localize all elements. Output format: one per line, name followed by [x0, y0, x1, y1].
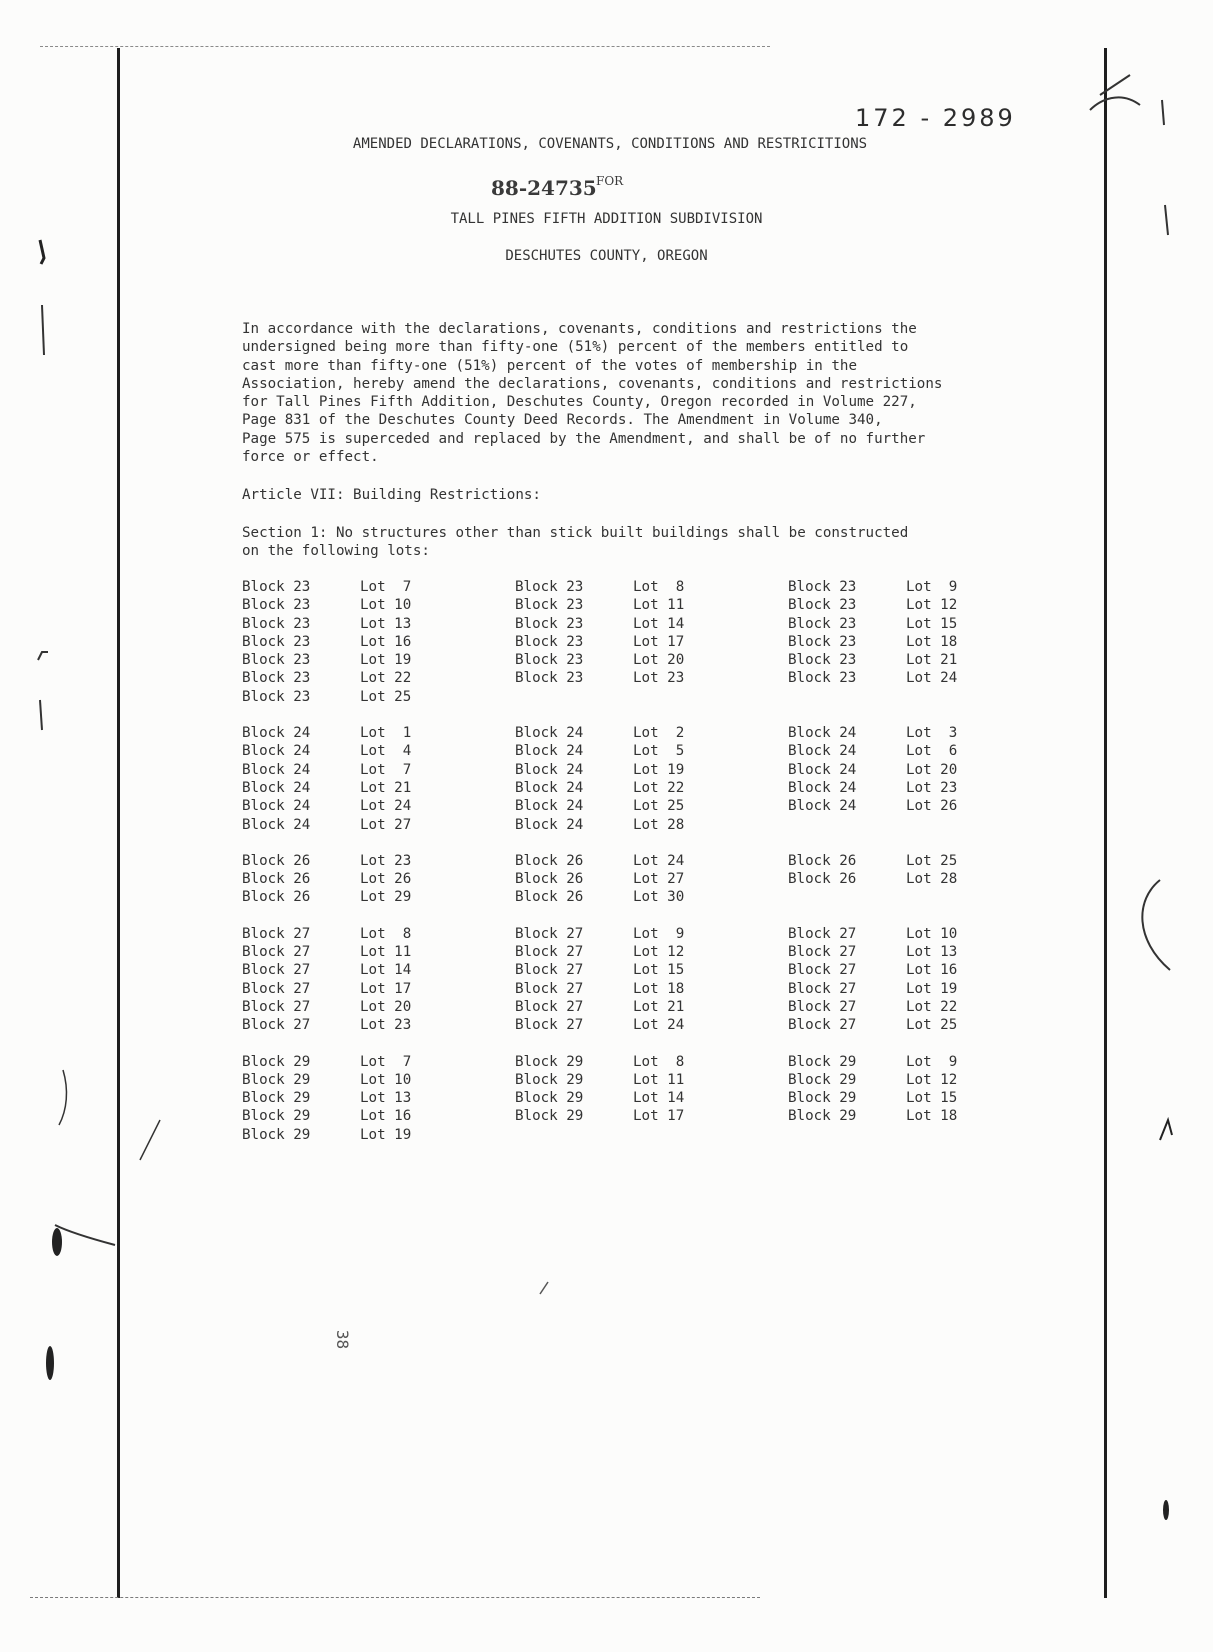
lot-label: Lot 22: [633, 779, 685, 796]
left-edge-speck: [140, 1120, 160, 1160]
block-label: Block 27: [515, 1017, 584, 1034]
lot-entry: [242, 1089, 411, 1107]
lot-entry: [788, 943, 957, 961]
lot-group: [242, 578, 1002, 706]
lot-label: Lot 20: [906, 761, 958, 778]
lot-entry: [515, 633, 684, 651]
left-edge-speck: [42, 305, 44, 355]
block-label: Block 26: [515, 871, 584, 888]
right-edge-blot: [1163, 1500, 1169, 1520]
lot-entry: [788, 596, 957, 614]
lot-label: Lot 4: [360, 743, 412, 760]
lot-row: [242, 596, 1002, 614]
block-label: Block 24: [515, 779, 584, 796]
lot-entry: [242, 724, 411, 742]
lot-entry: [788, 870, 957, 888]
lot-label: Lot 8: [633, 1053, 685, 1070]
lot-label: Lot 6: [906, 743, 958, 760]
block-label: Block 24: [515, 816, 584, 833]
lot-label: Lot 17: [633, 1108, 685, 1125]
lot-entry: [242, 925, 411, 943]
lot-entry: [788, 651, 957, 669]
lot-label: Lot 23: [906, 779, 958, 796]
lot-entry: [515, 797, 684, 815]
block-label: Block 27: [242, 944, 311, 961]
lot-entry: [242, 1071, 411, 1089]
lot-entry: [788, 961, 957, 979]
block-label: Block 27: [515, 944, 584, 961]
lot-entry: [242, 998, 411, 1016]
left-edge-speck: [55, 1225, 115, 1245]
lot-entry: [788, 724, 957, 742]
lot-entry: [242, 870, 411, 888]
lot-row: [242, 633, 1002, 651]
block-label: Block 24: [242, 725, 311, 742]
lot-label: Lot 25: [906, 852, 958, 869]
lot-label: Lot 25: [633, 798, 685, 815]
lot-entry: [515, 852, 684, 870]
lot-label: Lot 10: [360, 1071, 412, 1088]
lot-row: [242, 870, 1002, 888]
lot-label: Lot 26: [906, 798, 958, 815]
lot-entry: [242, 797, 411, 815]
block-label: Block 29: [242, 1108, 311, 1125]
block-label: Block 23: [788, 670, 857, 687]
block-label: Block 27: [242, 1017, 311, 1034]
block-label: Block 24: [788, 743, 857, 760]
lot-row: [242, 1071, 1002, 1089]
lot-entry: [515, 1053, 684, 1071]
block-label: Block 23: [242, 633, 311, 650]
lot-entry: [788, 797, 957, 815]
block-label: Block 23: [515, 670, 584, 687]
lot-row: [242, 779, 1002, 797]
lot-label: Lot 24: [906, 670, 958, 687]
lot-label: Lot 5: [633, 743, 685, 760]
block-label: Block 24: [788, 779, 857, 796]
lot-entry: [242, 816, 411, 834]
left-edge-speck: [40, 700, 42, 730]
block-label: Block 24: [242, 743, 311, 760]
lot-entry: [788, 633, 957, 651]
subdivision-name: TALL PINES FIFTH ADDITION SUBDIVISION: [450, 211, 763, 227]
block-label: Block 24: [515, 725, 584, 742]
scan-top-edge: [40, 46, 770, 48]
pen-tick: [540, 1282, 548, 1294]
block-label: Block 29: [788, 1071, 857, 1088]
block-label: Block 26: [242, 889, 311, 906]
lot-group: [242, 852, 1002, 907]
lot-label: Lot 15: [906, 1090, 958, 1107]
lot-entry: [788, 852, 957, 870]
lot-entry: [515, 669, 684, 687]
lot-label: Lot 23: [633, 670, 685, 687]
block-label: Block 29: [515, 1053, 584, 1070]
lot-label: Lot 12: [633, 944, 685, 961]
lot-entry: [242, 961, 411, 979]
lot-label: Lot 17: [360, 980, 412, 997]
block-label: Block 29: [788, 1090, 857, 1107]
block-label: Block 24: [788, 761, 857, 778]
lot-label: Lot 24: [633, 852, 685, 869]
lot-label: Lot 24: [360, 798, 412, 815]
right-margin-rule: [1104, 48, 1107, 1598]
block-label: Block 23: [242, 670, 311, 687]
lot-label: Lot 11: [633, 597, 685, 614]
lot-row: [242, 1053, 1002, 1071]
lot-entry: [242, 1016, 411, 1034]
block-label: Block 23: [515, 652, 584, 669]
lot-label: Lot 14: [633, 615, 685, 632]
lot-entry: [515, 651, 684, 669]
lot-label: Lot 15: [633, 962, 685, 979]
lot-entry: [515, 961, 684, 979]
lot-label: Lot 21: [906, 652, 958, 669]
lot-entry: [788, 998, 957, 1016]
lot-entry: [515, 761, 684, 779]
section-text: Section 1: No structures other than stick built buildings shall be constructed on the following lots:: [242, 525, 909, 560]
lot-entry: [788, 1107, 957, 1125]
block-label: Block 24: [515, 798, 584, 815]
block-label: Block 23: [788, 597, 857, 614]
intro-paragraph: In accordance with the declarations, covenants, conditions and restrictions the undersigned being more than fifty-one (51%) percent of the members entitled to cast more than fifty-one (51%) percent of the votes of membership in the Association, hereby amend the declarations, covenants, conditions and restrictions for Tall Pines Fifth Addition, Deschutes County, Oregon recorded in Volume 227, Page 831 of the Deschutes County Deed Records. The Amendment in Volume 340, Page 575 is superceded and replaced by the Amendment, and shall be of no further force or effect.: [242, 321, 943, 466]
lot-row: [242, 888, 1002, 906]
lot-label: Lot 13: [360, 615, 412, 632]
block-label: Block 29: [242, 1126, 311, 1143]
lot-label: Lot 12: [906, 1071, 958, 1088]
lot-label: Lot 20: [360, 998, 412, 1015]
block-label: Block 26: [242, 871, 311, 888]
lot-entry: [515, 816, 684, 834]
article-heading: Article VII: Building Restrictions:: [242, 487, 541, 503]
block-label: Block 26: [515, 889, 584, 906]
lot-row: [242, 1089, 1002, 1107]
lot-entry: [242, 888, 411, 906]
block-label: Block 23: [242, 597, 311, 614]
left-edge-speck: [38, 652, 48, 660]
lot-entry: [788, 1053, 957, 1071]
lot-entry: [242, 761, 411, 779]
block-label: Block 29: [515, 1108, 584, 1125]
lot-entry: [788, 1071, 957, 1089]
block-label: Block 23: [515, 615, 584, 632]
lot-entry: [788, 1089, 957, 1107]
left-edge-speck: [59, 1070, 66, 1125]
block-label: Block 23: [515, 579, 584, 595]
lot-label: Lot 16: [360, 1108, 412, 1125]
lot-row: [242, 688, 1002, 706]
lot-label: Lot 19: [360, 1126, 412, 1143]
block-label: Block 23: [515, 597, 584, 614]
lot-label: Lot 7: [360, 579, 412, 595]
block-label: Block 23: [788, 579, 857, 595]
block-label: Block 23: [242, 688, 311, 705]
lot-label: Lot 9: [906, 579, 958, 595]
lot-entry: [515, 925, 684, 943]
lot-row: [242, 615, 1002, 633]
lot-entry: [515, 870, 684, 888]
left-margin-rule: [117, 48, 120, 1598]
block-label: Block 23: [788, 633, 857, 650]
lot-row: [242, 925, 1002, 943]
lot-entry: [788, 761, 957, 779]
block-label: Block 27: [515, 962, 584, 979]
block-label: Block 24: [788, 725, 857, 742]
lot-entry: [515, 578, 684, 596]
lot-entry: [242, 1126, 411, 1144]
recording-number: 88-24735: [491, 176, 597, 200]
right-edge-scribble: [1090, 75, 1140, 110]
block-label: Block 27: [242, 998, 311, 1015]
lot-entry: [788, 779, 957, 797]
lot-entry: [788, 1016, 957, 1034]
left-edge-blot: [46, 1346, 54, 1380]
lot-label: Lot 16: [906, 962, 958, 979]
lot-entry: [242, 943, 411, 961]
block-label: Block 27: [788, 1017, 857, 1034]
block-label: Block 26: [788, 871, 857, 888]
block-label: Block 23: [515, 633, 584, 650]
lot-label: Lot 24: [633, 1017, 685, 1034]
lot-entry: [515, 1016, 684, 1034]
lot-entry: [515, 943, 684, 961]
block-label: Block 27: [515, 998, 584, 1015]
lot-entry: [788, 578, 957, 596]
lot-entry: [242, 596, 411, 614]
lot-entry: [515, 1071, 684, 1089]
block-label: Block 29: [242, 1053, 311, 1070]
block-label: Block 27: [788, 980, 857, 997]
block-label: Block 23: [242, 615, 311, 632]
lot-row: [242, 980, 1002, 998]
lot-row: [242, 578, 1002, 596]
lot-label: Lot 29: [360, 889, 412, 906]
lot-entry: [242, 578, 411, 596]
lot-label: Lot 8: [360, 925, 412, 942]
lot-row: [242, 669, 1002, 687]
lot-entry: [788, 742, 957, 760]
block-label: Block 24: [242, 816, 311, 833]
block-label: Block 27: [788, 925, 857, 942]
lot-entry: [515, 1107, 684, 1125]
lot-label: Lot 1: [360, 725, 412, 742]
lot-entry: [242, 651, 411, 669]
lot-label: Lot 13: [360, 1090, 412, 1107]
lot-entry: [242, 779, 411, 797]
block-label: Block 27: [242, 980, 311, 997]
lot-label: Lot 21: [360, 779, 412, 796]
lot-list: [242, 578, 1002, 1162]
lot-entry: [242, 742, 411, 760]
block-label: Block 26: [242, 852, 311, 869]
lot-entry: [515, 596, 684, 614]
lot-row: [242, 1107, 1002, 1125]
lot-entry: [515, 980, 684, 998]
block-label: Block 29: [515, 1071, 584, 1088]
block-label: Block 29: [515, 1090, 584, 1107]
block-label: Block 27: [242, 925, 311, 942]
block-label: Block 27: [242, 962, 311, 979]
lot-row: [242, 797, 1002, 815]
lot-label: Lot 14: [360, 962, 412, 979]
lot-entry: [242, 633, 411, 651]
lot-entry: [242, 669, 411, 687]
recording-suffix: FOR: [596, 174, 624, 188]
lot-label: Lot 16: [360, 633, 412, 650]
lot-label: Lot 19: [360, 652, 412, 669]
lot-row: [242, 761, 1002, 779]
lot-label: Lot 25: [360, 688, 412, 705]
lot-group: [242, 1053, 1002, 1144]
lot-entry: [515, 1089, 684, 1107]
lot-row: [242, 651, 1002, 669]
block-label: Block 24: [515, 743, 584, 760]
lot-label: Lot 27: [360, 816, 412, 833]
document-title: AMENDED DECLARATIONS, COVENANTS, CONDITIONS AND RESTRICITIONS: [352, 136, 868, 152]
lot-label: Lot 8: [633, 579, 685, 595]
block-label: Block 24: [242, 761, 311, 778]
block-label: Block 29: [788, 1108, 857, 1125]
lot-row: [242, 961, 1002, 979]
lot-label: Lot 23: [360, 852, 412, 869]
lot-label: Lot 3: [906, 725, 958, 742]
lot-row: [242, 816, 1002, 834]
lot-label: Lot 22: [360, 670, 412, 687]
lot-entry: [515, 742, 684, 760]
lot-entry: [515, 888, 684, 906]
lot-label: Lot 18: [633, 980, 685, 997]
lot-entry: [242, 852, 411, 870]
lot-label: Lot 22: [906, 998, 958, 1015]
lot-label: Lot 10: [360, 597, 412, 614]
block-label: Block 27: [515, 925, 584, 942]
lot-entry: [788, 980, 957, 998]
county-name: DESCHUTES COUNTY, OREGON: [505, 248, 708, 264]
lot-label: Lot 14: [633, 1090, 685, 1107]
block-label: Block 24: [515, 761, 584, 778]
lot-entry: [242, 688, 411, 706]
block-label: Block 29: [242, 1090, 311, 1107]
lot-label: Lot 27: [633, 871, 685, 888]
lot-row: [242, 1016, 1002, 1034]
lot-label: Lot 9: [633, 925, 685, 942]
lot-label: Lot 7: [360, 761, 412, 778]
block-label: Block 27: [788, 962, 857, 979]
right-edge-speck: [1162, 100, 1164, 125]
block-label: Block 29: [242, 1071, 311, 1088]
lot-label: Lot 20: [633, 652, 685, 669]
lot-entry: [788, 669, 957, 687]
lot-entry: [242, 615, 411, 633]
scan-bottom-edge: [30, 1597, 760, 1599]
lot-row: [242, 852, 1002, 870]
lot-label: Lot 10: [906, 925, 958, 942]
lot-label: Lot 9: [906, 1053, 958, 1070]
page-number: 172 - 2989: [855, 104, 1016, 132]
lot-label: Lot 26: [360, 871, 412, 888]
block-label: Block 23: [242, 652, 311, 669]
block-label: Block 24: [788, 798, 857, 815]
lot-label: Lot 18: [906, 633, 958, 650]
lot-label: Lot 12: [906, 597, 958, 614]
lot-label: Lot 13: [906, 944, 958, 961]
lot-label: Lot 25: [906, 1017, 958, 1034]
lot-label: Lot 28: [633, 816, 685, 833]
lot-entry: [788, 925, 957, 943]
lot-entry: [788, 615, 957, 633]
page-stamp: 38: [333, 1329, 353, 1350]
lot-label: Lot 18: [906, 1108, 958, 1125]
lot-row: [242, 1126, 1002, 1144]
lot-label: Lot 19: [906, 980, 958, 997]
lot-row: [242, 742, 1002, 760]
lot-label: Lot 23: [360, 1017, 412, 1034]
lot-row: [242, 943, 1002, 961]
lot-label: Lot 2: [633, 725, 685, 742]
lot-group: [242, 925, 1002, 1035]
block-label: Block 27: [788, 944, 857, 961]
lot-entry: [515, 724, 684, 742]
block-label: Block 27: [788, 998, 857, 1015]
block-label: Block 26: [788, 852, 857, 869]
block-label: Block 27: [515, 980, 584, 997]
block-label: Block 23: [242, 579, 311, 595]
lot-entry: [242, 1053, 411, 1071]
lot-label: Lot 15: [906, 615, 958, 632]
lot-group: [242, 724, 1002, 834]
lot-entry: [515, 779, 684, 797]
lot-row: [242, 998, 1002, 1016]
lot-label: Lot 11: [633, 1071, 685, 1088]
lot-entry: [242, 980, 411, 998]
block-label: Block 24: [242, 779, 311, 796]
lot-label: Lot 7: [360, 1053, 412, 1070]
lot-row: [242, 724, 1002, 742]
right-edge-speck: [1160, 1120, 1172, 1140]
lot-entry: [242, 1107, 411, 1125]
lot-label: Lot 17: [633, 633, 685, 650]
block-label: Block 23: [788, 652, 857, 669]
lot-entry: [515, 998, 684, 1016]
right-edge-curve: [1142, 880, 1170, 970]
block-label: Block 23: [788, 615, 857, 632]
block-label: Block 29: [788, 1053, 857, 1070]
lot-label: Lot 19: [633, 761, 685, 778]
left-edge-blot: [52, 1228, 62, 1256]
lot-label: Lot 11: [360, 944, 412, 961]
lot-label: Lot 30: [633, 889, 685, 906]
lot-label: Lot 21: [633, 998, 685, 1015]
lot-label: Lot 28: [906, 871, 958, 888]
block-label: Block 24: [242, 798, 311, 815]
block-label: Block 26: [515, 852, 584, 869]
lot-entry: [515, 615, 684, 633]
